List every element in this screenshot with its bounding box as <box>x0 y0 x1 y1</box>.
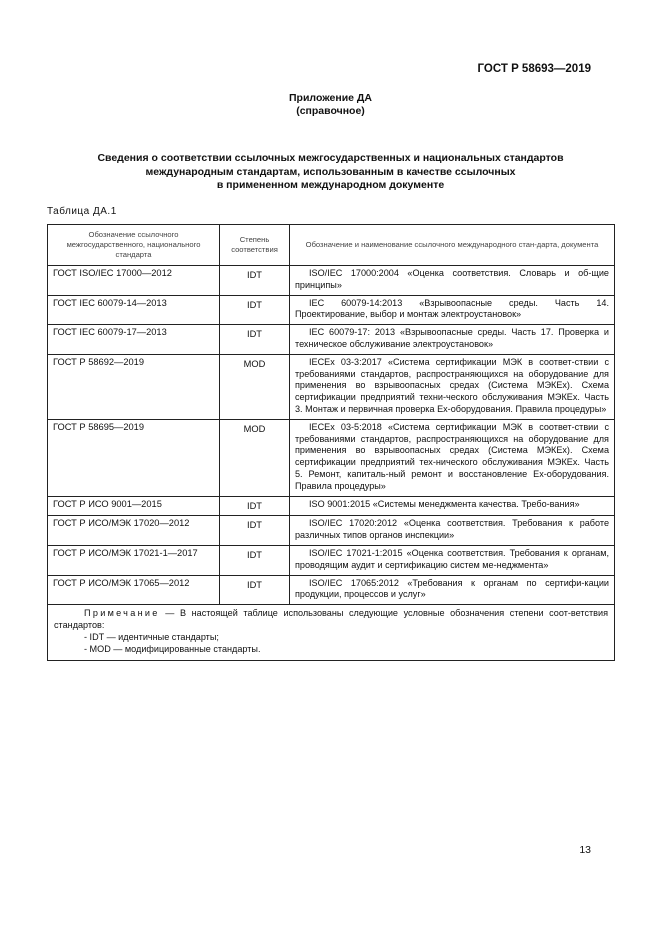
row-degree: IDT <box>220 575 290 605</box>
note-label: Примечание <box>84 608 160 619</box>
row-standard: ГОСТ Р ИСО/МЭК 17020—2012 <box>48 516 220 546</box>
row-degree: IDT <box>220 545 290 575</box>
table-row <box>48 516 615 546</box>
row-reference: ISO/IEC 17065:2012 «Требования к органам по сертифи-кации продукции, процессов и услуг» <box>290 575 615 605</box>
annex-title: Приложение ДА <box>289 92 372 104</box>
page-number: 13 <box>579 844 591 856</box>
table-row <box>48 295 615 325</box>
table-note-row <box>48 605 615 661</box>
table-row <box>48 545 615 575</box>
header-reference-standard: Обозначение ссылочного межгосударственного, национального стандарта <box>48 225 220 266</box>
table-row <box>48 325 615 355</box>
row-reference: IECEx 03-5:2018 «Система сертификации МЭК в соответ-ствии с требованиями стандартов, распространяющихся на оборудование для применения во взрывоопасных средах (Система МЭКЕх). Схема сертификации предприятий тех-нического обслуживания МЭКЕх. Часть 5. Ремонт, капиталь-ный ремонт и восстановление Ex-оборудования. Правила процедуры» <box>290 419 615 496</box>
note-item-idt: - IDT — идентичные стандарты; <box>84 631 219 642</box>
table-row <box>48 266 615 296</box>
document-standard-header: ГОСТ Р 58693—2019 <box>477 63 591 75</box>
header-international-standard: Обозначение и наименование ссылочного международного стан-дарта, документа <box>290 225 615 266</box>
header-degree: Степень соответствия <box>220 225 290 266</box>
row-standard: ГОСТ Р ИСО 9001—2015 <box>48 496 220 516</box>
row-standard: ГОСТ Р 58695—2019 <box>48 419 220 496</box>
note-intro <box>54 608 608 632</box>
table-row <box>48 354 615 419</box>
table-row <box>48 419 615 496</box>
row-degree: IDT <box>220 325 290 355</box>
row-standard: ГОСТ IEC 60079-14—2013 <box>48 295 220 325</box>
heading-line-1: Сведения о соответствии ссылочных межгосударственных и национальных стандартов <box>97 152 564 164</box>
note-text: — В настоящей таблице использованы следующие условные обозначения степени соот-ветствия стандартов: <box>54 608 608 630</box>
row-standard: ГОСТ Р ИСО/МЭК 17065—2012 <box>48 575 220 605</box>
row-standard: ГОСТ ISO/IEC 17000—2012 <box>48 266 220 296</box>
table-row <box>48 575 615 605</box>
row-standard: ГОСТ Р ИСО/МЭК 17021-1—2017 <box>48 545 220 575</box>
row-standard: ГОСТ IEC 60079-17—2013 <box>48 325 220 355</box>
section-heading <box>40 152 621 193</box>
row-reference: ISO 9001:2015 «Системы менеджмента качества. Требо-вания» <box>290 496 615 516</box>
correspondence-table <box>47 224 615 661</box>
row-degree: IDT <box>220 496 290 516</box>
annex-subtitle: (справочное) <box>296 105 365 117</box>
table-row <box>48 496 615 516</box>
table-label: Таблица ДА.1 <box>47 206 117 217</box>
row-standard: ГОСТ Р 58692—2019 <box>48 354 220 419</box>
row-reference: ISO/IEC 17021-1:2015 «Оценка соответствия. Требования к органам, проводящим аудит и сертификацию систем ме-неджмента» <box>290 545 615 575</box>
row-degree: IDT <box>220 516 290 546</box>
row-reference: IEC 60079-14:2013 «Взрывоопасные среды. Часть 14. Проектирование, выбор и монтаж электроустановок» <box>290 295 615 325</box>
heading-line-3: в примененном международном документе <box>216 179 445 191</box>
row-reference: ISO/IEC 17000:2004 «Оценка соответствия. Словарь и об-щие принципы» <box>290 266 615 296</box>
note-item-mod: - MOD — модифицированные стандарты. <box>84 643 261 654</box>
table-note <box>48 605 615 661</box>
heading-line-2: международным стандартам, использованным в качестве ссылочных <box>145 165 516 178</box>
row-reference: IEC 60079-17: 2013 «Взрывоопасные среды. Часть 17. Проверка и техническое обслуживание электроустановок» <box>290 325 615 355</box>
row-degree: IDT <box>220 295 290 325</box>
annex-block <box>0 92 661 118</box>
row-degree: MOD <box>220 354 290 419</box>
row-reference: ISO/IEC 17020:2012 «Оценка соответствия. Требования к работе различных типов органов инспекции» <box>290 516 615 546</box>
row-degree: MOD <box>220 419 290 496</box>
row-degree: IDT <box>220 266 290 296</box>
row-reference: IECEx 03-3:2017 «Система сертификации МЭК в соответ-ствии с требованиями стандартов, распространяющихся на оборудование для применения во взрывоопасных средах (Система МЭКЕх). Схема сертификации предприятий техни-ческого обслуживания МЭКЕх. Часть 3. Монтаж и первичная проверка Ex-оборудования. Правила процедуры» <box>290 354 615 419</box>
table-header-row <box>48 225 615 266</box>
